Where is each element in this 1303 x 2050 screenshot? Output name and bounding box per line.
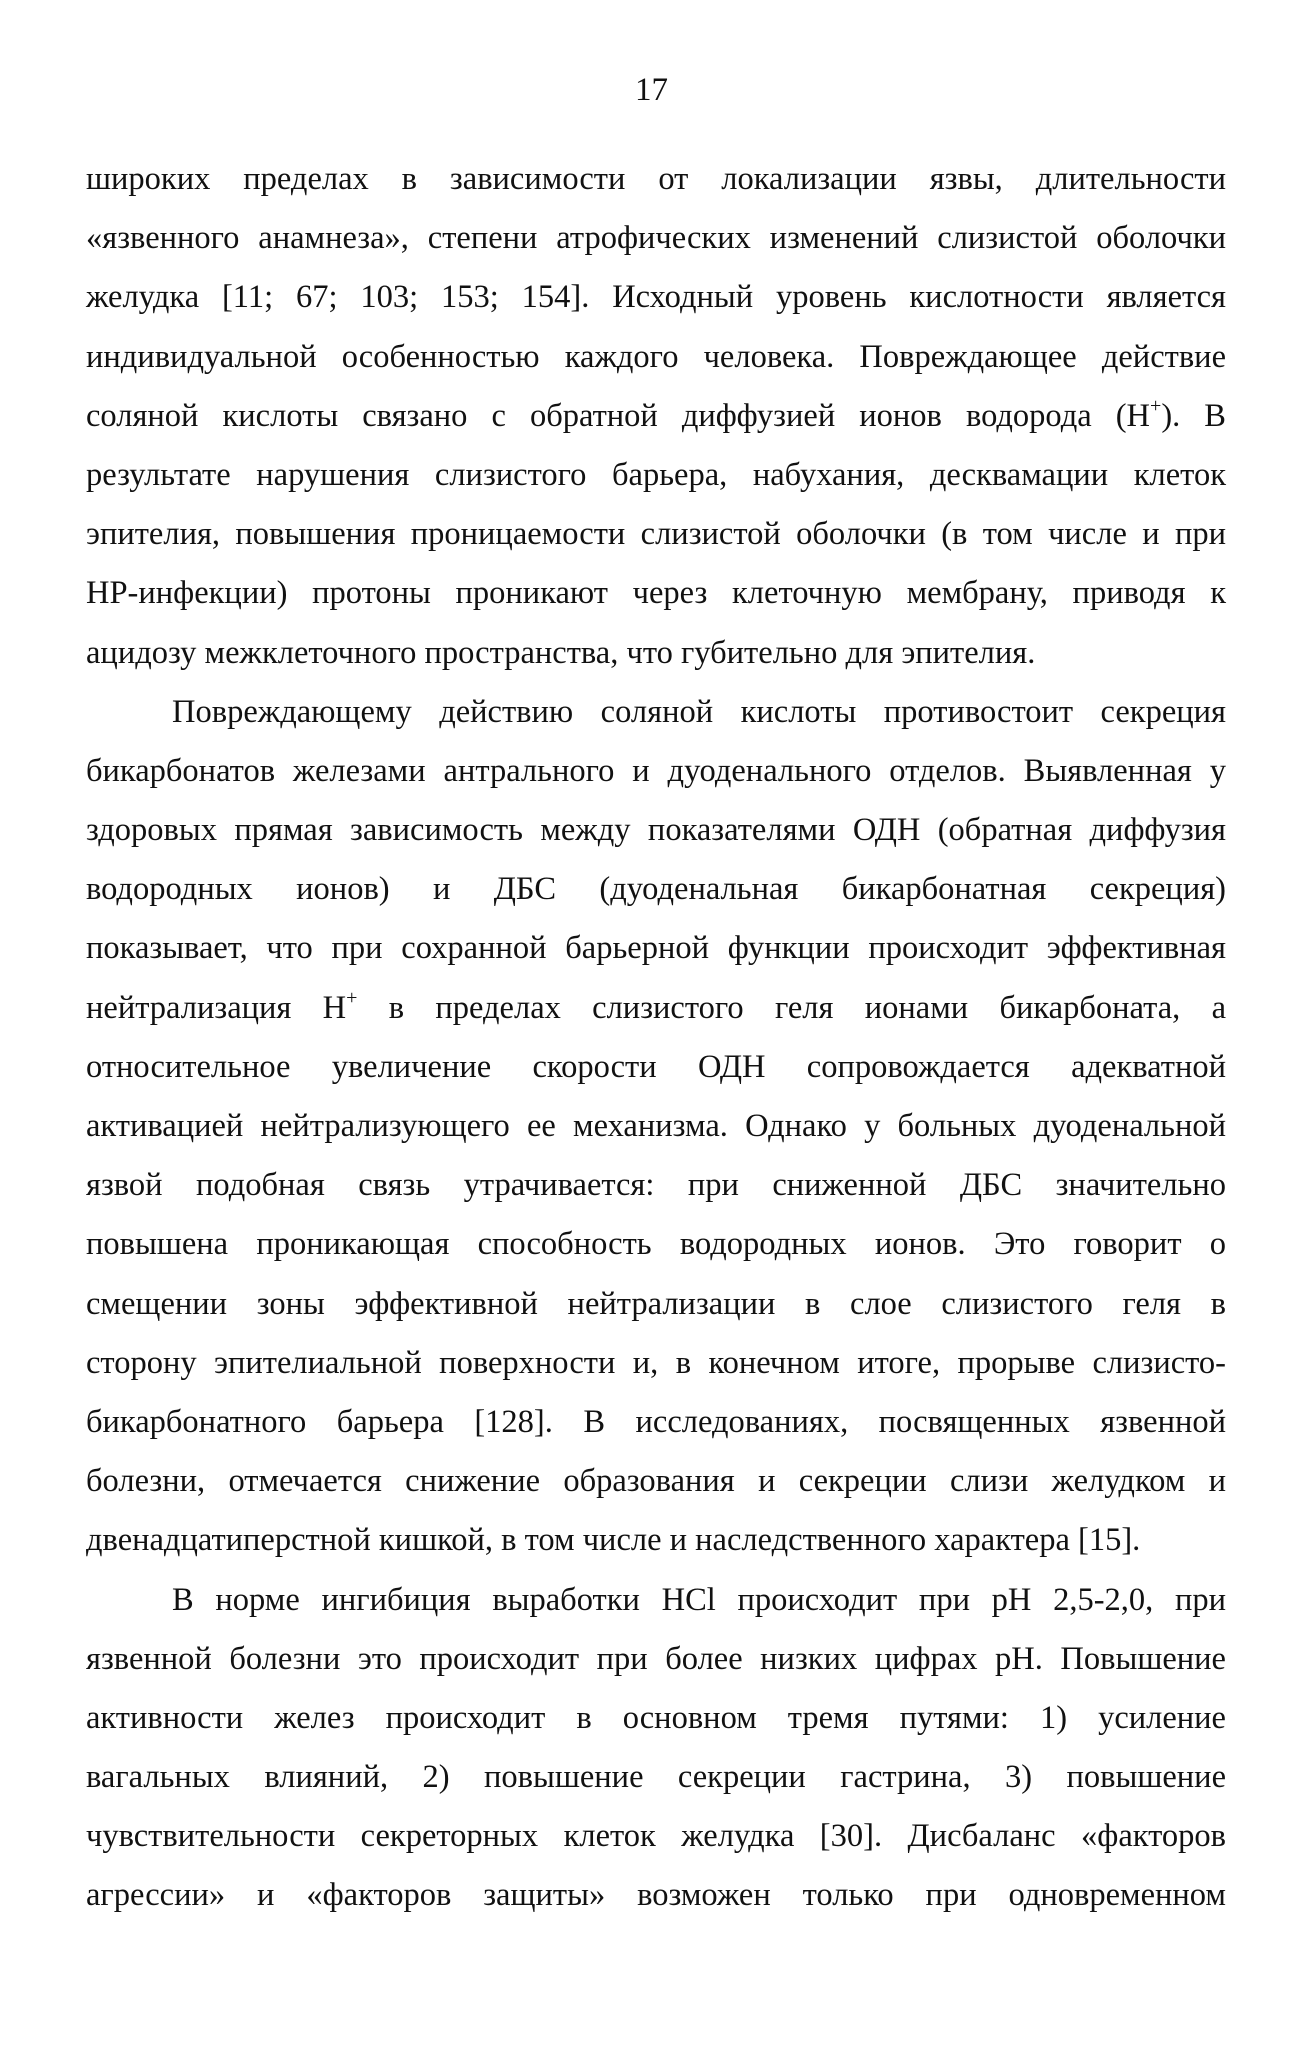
text-segment: в пределах слизистого геля ионами бикарбоната, а <box>357 989 1226 1026</box>
body-text <box>86 150 1226 1926</box>
paragraph-3 <box>86 1571 1226 1926</box>
text-line: HP-инфекции) протоны проникают через клеточную мембрану, приводя к <box>86 575 1226 612</box>
text-line: болезни, отмечается снижение образования и секреции слизи желудком и <box>86 1463 1226 1500</box>
text-line: двенадцатиперстной кишкой, в том числе и наследственного характера [15]. <box>86 1522 1141 1559</box>
text-line: результате нарушения слизистого барьера, набухания, десквамации клеток <box>86 456 1226 493</box>
text-line: показывает, что при сохранной барьерной функции происходит эффективная <box>86 930 1226 967</box>
text-line: язвенной болезни это происходит при более низких цифрах pH. Повышение <box>86 1640 1226 1677</box>
text-line: бикарбонатного барьера [128]. В исследованиях, посвященных язвенной <box>86 1403 1226 1440</box>
text-line: эпителия, повышения проницаемости слизистой оболочки (в том числе и при <box>86 516 1226 553</box>
text-line <box>86 387 1226 446</box>
text-line: желудка [11; 67; 103; 153; 154]. Исходный уровень кислотности является <box>86 279 1226 316</box>
text-line: широких пределах в зависимости от локализации язвы, длительности <box>86 161 1226 197</box>
text-line: активацией нейтрализующего ее механизма. Однако у больных дуоденальной <box>86 1108 1226 1144</box>
text-line: смещении зоны эффективной нейтрализации в слое слизистого геля в <box>86 1285 1226 1322</box>
text-line: бикарбонатов железами антрального и дуоденального отделов. Выявленная у <box>86 752 1226 789</box>
paragraph-2 <box>86 683 1226 1571</box>
text-line: водородных ионов) и ДБС (дуоденальная бикарбонатная секреция) <box>86 871 1226 908</box>
superscript-plus: + <box>1150 394 1162 417</box>
text-line: ацидозу межклеточного пространства, что губительно для эпителия. <box>86 634 1036 671</box>
text-line: активности желез происходит в основном тремя путями: 1) усиление <box>86 1699 1226 1736</box>
text-line: вагальных влияний, 2) повышение секреции гастрина, 3) повышение <box>86 1759 1226 1796</box>
superscript-plus: + <box>346 986 358 1009</box>
text-line: В норме ингибиция выработки HCl происходит при pH 2,5-2,0, при <box>172 1581 1226 1618</box>
text-line <box>86 979 1226 1038</box>
text-line: здоровых прямая зависимость между показателями ОДН (обратная диффузия <box>86 812 1226 849</box>
text-line: агрессии» и «факторов защиты» возможен только при одновременном <box>86 1877 1226 1914</box>
paragraph-1 <box>86 150 1226 683</box>
text-segment: ). В <box>1161 397 1226 434</box>
text-line: язвой подобная связь утрачивается: при сниженной ДБС значительно <box>86 1167 1226 1204</box>
text-line: индивидуальной особенностью каждого человека. Повреждающее действие <box>86 338 1226 375</box>
text-line: Повреждающему действию соляной кислоты противостоит секреция <box>172 693 1226 730</box>
text-line: сторону эпителиальной поверхности и, в конечном итоге, прорыве слизисто- <box>86 1344 1226 1381</box>
page-number: 17 <box>635 72 668 108</box>
text-segment: соляной кислоты связано с обратной диффузией ионов водорода (H <box>86 397 1151 434</box>
text-segment: нейтрализация H <box>86 989 347 1026</box>
text-line: чувствительности секреторных клеток желудка [30]. Дисбаланс «факторов <box>86 1818 1226 1855</box>
text-line: «язвенного анамнеза», степени атрофических изменений слизистой оболочки <box>86 220 1226 257</box>
text-line: относительное увеличение скорости ОДН сопровождается адекватной <box>86 1048 1226 1085</box>
text-line: повышена проникающая способность водородных ионов. Это говорит о <box>86 1226 1226 1263</box>
